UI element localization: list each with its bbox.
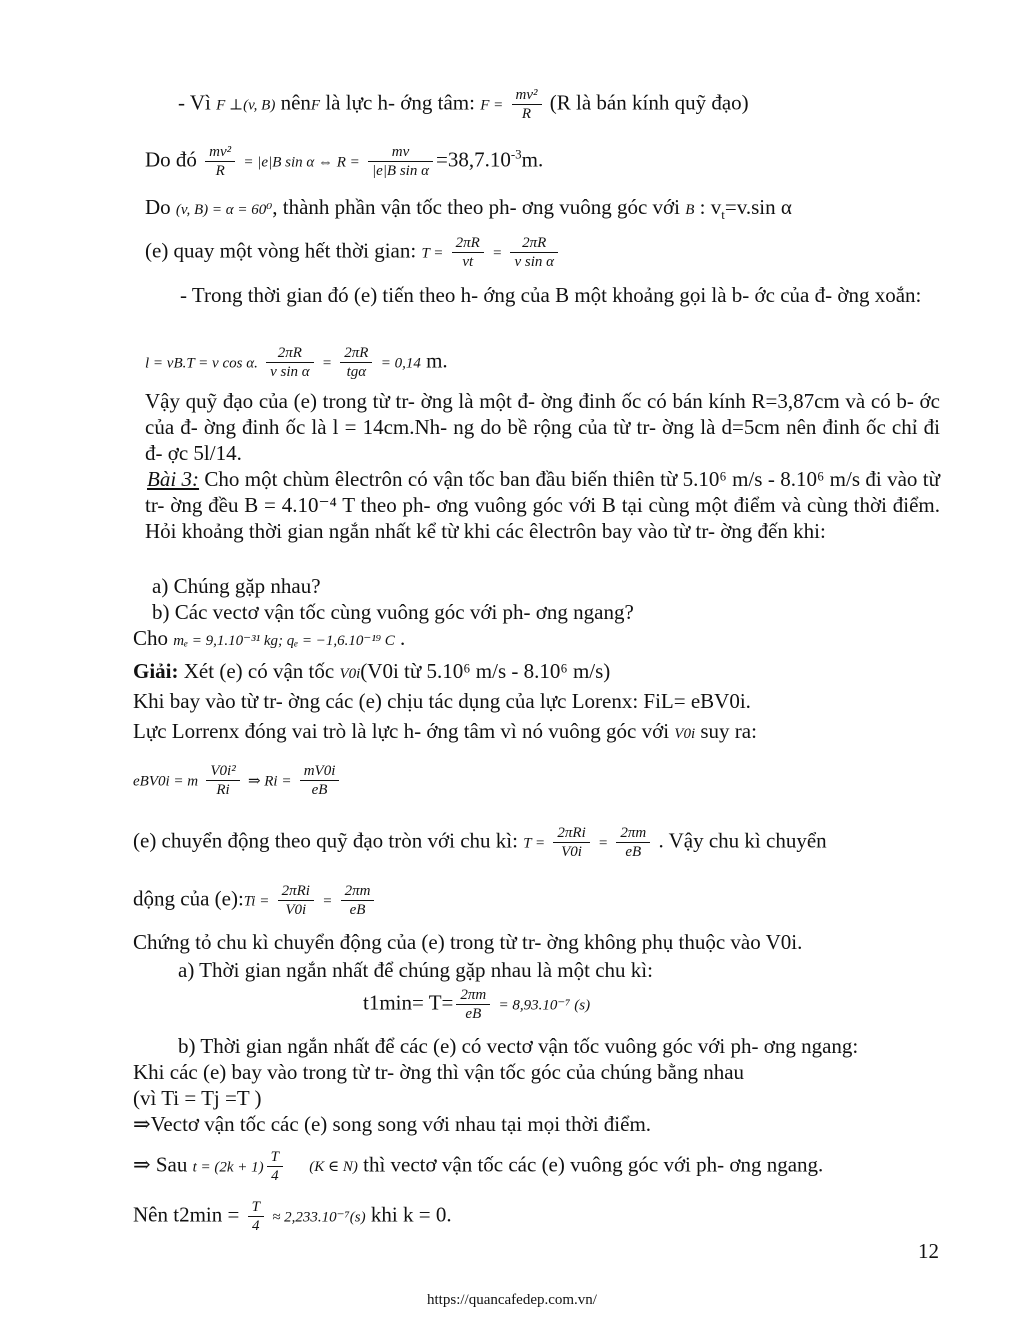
math-eq: F =	[480, 97, 504, 114]
text: ⇒ Sau	[133, 1152, 188, 1177]
text: (e) chuyển động theo quỹ đạo tròn với chu kì:	[133, 828, 518, 853]
text: thì vectơ vận tốc các (e) vuông góc với ph- ơng ngang.	[363, 1152, 824, 1177]
fraction: $\frac{mv}{\text{|e|B sin α}}$	[368, 143, 433, 180]
fraction: $\frac{\text{V0i²}}{Ri}$	[206, 762, 239, 799]
line-lorentz-force: Khi bay vào từ tr- ờng các (e) chịu tác dụng của lực Lorenx: FiL= eBV0i.	[133, 689, 751, 713]
math: T =	[421, 245, 444, 262]
math-perpendicular: F ⊥(v, B)	[216, 97, 276, 114]
text: . Vậy chu kì chuyển	[658, 828, 827, 853]
text: - Vì	[178, 90, 211, 115]
math: Ti =	[243, 893, 270, 910]
fraction: 2πRi V0i	[278, 882, 314, 919]
question-a: a) Chúng gặp nhau?	[152, 574, 321, 598]
text: Do đó	[145, 147, 197, 172]
line-step-formula: l = vB.T = v cos α. $\frac{2\pi R}{\text{v sin α}}$ = 2πR tgα = 0,14 m.	[145, 345, 448, 380]
line-period-independent: Chứng tỏ chu kì chuyển động của (e) trong từ tr- ờng không phụ thuộc vào V0i.	[133, 930, 803, 954]
text: Lực Lorrenx đóng vai trò là lực h- ớng tâm vì nó vuông góc với	[133, 719, 670, 743]
text: suy ra:	[700, 719, 757, 743]
math: (K ∈ N)	[309, 1159, 358, 1176]
question-b: b) Các vectơ vận tốc cùng vuông góc với ph- ơng ngang?	[152, 600, 634, 624]
math: mₑ = 9,1.10⁻³¹ kg; qₑ = −1,6.10⁻¹⁹ C	[173, 633, 395, 649]
footer-url[interactable]: https://quancafedep.com.vn/	[427, 1292, 597, 1308]
fraction: $\frac{\text{mv²}}{R}$	[512, 86, 542, 123]
problem-text: Cho một chùm êlectrôn có vận tốc ban đầu biến thiên từ 5.10⁶ m/s - 8.10⁶ m/s đi vào từ tr- ờng đều B = 4.10⁻⁴ T theo ph- ơng vuông góc với B tại cùng một điểm và cùng thời điểm. Hỏi khoảng thời gian ngắn nhất kể từ khi các êlectrôn bay vào từ tr- ờng đến khi:	[145, 467, 941, 543]
math-B: B	[685, 202, 695, 218]
line-part-a: a) Thời gian ngắn nhất để chúng gặp nhau là một chu kì:	[178, 958, 653, 982]
math: ⇒ Ri =	[247, 773, 292, 790]
solution-label: Giải:	[133, 659, 179, 683]
math: = |e|B sin α ⇔ R =	[243, 154, 360, 171]
fraction: $\frac{2\pi m}{eB}$	[456, 986, 490, 1023]
fraction: 2πRi V0i	[553, 824, 589, 861]
line-after-time	[133, 1148, 823, 1185]
text: dộng của (e):	[133, 886, 244, 911]
value: =38,7.10	[435, 147, 511, 172]
line-circular-motion: (e) chuyển động theo quỹ đạo tròn với chu kì: T = 2πRi V0i = $\frac{2\pi m}{eB}$ . Vậy chu kì chuyển	[133, 825, 827, 860]
text: nên	[280, 90, 311, 115]
text: (R là bán kính quỹ đạo)	[549, 90, 749, 115]
math: V0i	[339, 666, 361, 682]
line-solution-start	[133, 658, 610, 687]
fraction: $\frac{T}{4}$	[267, 1148, 283, 1185]
unit: m.	[426, 348, 448, 373]
math: t = (2k + 1)	[192, 1159, 264, 1176]
line-angle	[145, 194, 792, 223]
math: V0i	[674, 726, 696, 742]
fraction: $\frac{2\pi m}{eB}$	[616, 824, 650, 861]
page-number: 12	[918, 1239, 939, 1263]
fraction: $\frac{2\pi R}{\text{v sin α}}$	[510, 234, 558, 271]
exponent: -3	[510, 146, 522, 162]
line-t1min	[363, 986, 590, 1023]
unit: m.	[521, 147, 544, 172]
text: : v	[699, 195, 722, 219]
text: .	[400, 626, 406, 650]
text: (e) quay một vòng hết thời gian:	[145, 238, 417, 263]
line-part-b: b) Thời gian ngắn nhất để các (e) có vectơ vận tốc vuông góc với ph- ơng ngang:	[178, 1034, 859, 1058]
math: (v, B) = α = 60⁰	[175, 202, 273, 218]
problem-label: Bài 3:	[147, 467, 200, 491]
text: Cho	[133, 626, 169, 650]
text: t1min= T=	[363, 990, 454, 1015]
line-equal-periods: (vì Ti = Tj =T )	[133, 1086, 262, 1110]
line-period: (e) quay một vòng hết thời gian: T = $\frac{2\pi R}{vt}$ = $\frac{2\pi R}{\text{v sin α}}$	[145, 234, 561, 271]
math: ≈ 2,233.10⁻⁷(s)	[272, 1209, 366, 1226]
fraction: $\frac{mV0i}{eB}$	[300, 762, 340, 799]
line-period-formula: dộng của (e):Ti = 2πRi V0i = $\frac{2\pi m}{eB}$	[133, 882, 377, 919]
math: eBV0i = m	[133, 773, 199, 790]
line-parallel-vectors: ⇒Vectơ vận tốc các (e) song song với nhau tại mọi thời điểm.	[133, 1112, 652, 1136]
paragraph-conclusion: Vậy quỹ đạo của (e) trong từ tr- ờng là một đ- ờng đinh ốc có bán kính R=3,87cm và có b- ớc của đ- ờng đinh ốc là l = 14cm.Nh- ng do bề rộng của từ tr- ờng là d=5cm nên đinh ốc chỉ đi đ- ợc 5l/14.	[145, 389, 940, 465]
math: T =	[523, 835, 546, 852]
line-angular-velocity: Khi các (e) bay vào trong từ tr- ờng thì vận tốc góc của chúng bằng nhau	[133, 1060, 745, 1084]
line-t2min	[133, 1198, 452, 1235]
line-given	[133, 625, 405, 654]
text: Nên t2min =	[133, 1202, 240, 1227]
line-eq-radius	[133, 762, 342, 799]
math: l = vB.T = v cos α.	[145, 355, 258, 372]
fraction: $\frac{2\pi m}{eB}$	[341, 882, 375, 919]
fraction: $\frac{2\pi R}{\text{v sin α}}$	[266, 344, 314, 381]
math-F: F	[310, 97, 321, 114]
text: , thành phần vận tốc theo ph- ơng vuông góc với	[272, 195, 680, 219]
fraction: 2πR tgα	[340, 344, 372, 381]
fraction: $\frac{T}{4}$	[248, 1198, 264, 1235]
line-lorentz-centripetal	[178, 86, 749, 123]
math: = 8,93.10⁻⁷ (s)	[498, 997, 591, 1014]
text: Xét (e) có vận tốc	[183, 659, 335, 683]
line-radius	[145, 143, 543, 180]
text: =v.sin α	[724, 195, 792, 219]
fraction: $\frac{2\pi R}{vt}$	[452, 234, 484, 271]
paragraph-helix-step: - Trong thời gian đó (e) tiến theo h- ớng của B một khoảng gọi là b- ớc của đ- ờng xoắn:	[180, 283, 922, 307]
text: (V0i từ 5.10⁶ m/s - 8.10⁶ m/s)	[360, 659, 611, 683]
paragraph-problem-3	[145, 466, 940, 544]
line-lorentz-role	[133, 718, 757, 747]
fraction: $\frac{\text{mv²}}{R}$	[205, 143, 235, 180]
text: khi k = 0.	[370, 1202, 452, 1227]
text: Do	[145, 195, 171, 219]
math: = 0,14	[380, 355, 421, 372]
text: là lực h- ớng tâm:	[325, 90, 475, 115]
subscript: t	[721, 207, 725, 223]
